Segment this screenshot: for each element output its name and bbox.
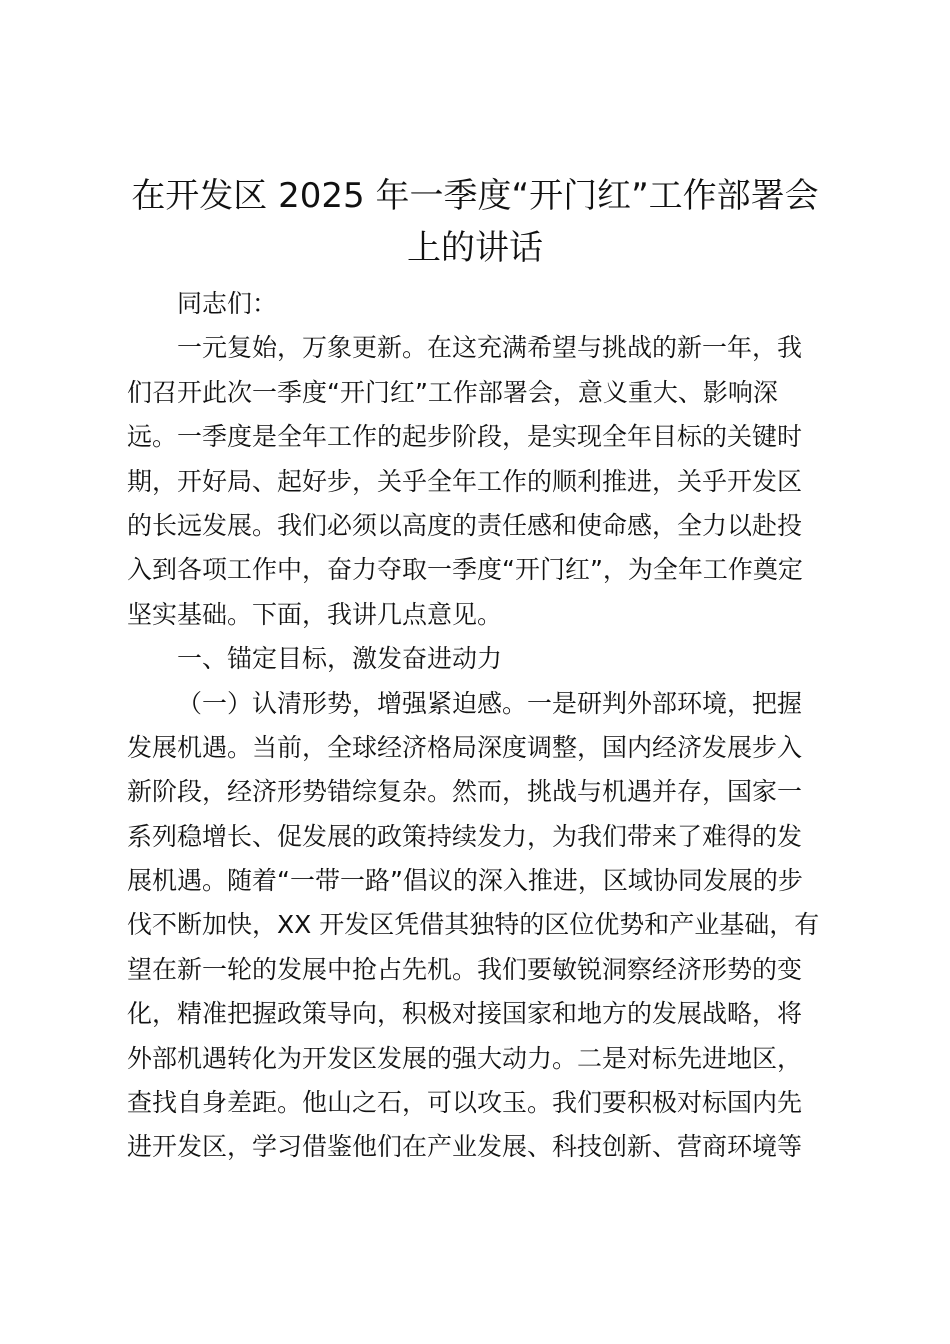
paragraph-line: 新阶段，经济形势错综复杂。然而，挑战与机遇并存，国家一 [127,777,803,807]
paragraph-line: 化，精准把握政策导向，积极对接国家和地方的发展战略，将 [127,999,803,1029]
title-line-2: 上的讲话 [407,228,543,268]
paragraph-line: 远。一季度是全年工作的起步阶段，是实现全年目标的关键时 [127,422,803,452]
paragraph-line: 的长远发展。我们必须以高度的责任感和使命感，全力以赴投 [127,510,803,540]
paragraph-line: 望在新一轮的发展中抢占先机。我们要敏锐洞察经济形势的变 [127,954,803,984]
paragraph-line: 外部机遇转化为开发区发展的强大动力。二是对标先进地区， [127,1043,803,1073]
paragraph-line: 进开发区，学习借鉴他们在产业发展、科技创新、营商环境等 [127,1132,803,1162]
section-heading: 一、锚定目标，激发奋进动力 [177,644,503,674]
document-body [127,282,827,1170]
paragraph-line: 伐不断加快，XX 开发区凭借其独特的区位优势和产业基础，有 [127,910,820,940]
paragraph-line: 期，开好局、起好步，关乎全年工作的顺利推进，关乎开发区 [127,466,803,496]
paragraph-line: （一）认清形势，增强紧迫感。一是研判外部环境，把握 [177,688,803,718]
title-line-1: 在开发区 2025 年一季度“开门红”工作部署会 [131,176,819,216]
paragraph-line: 入到各项工作中，奋力夺取一季度“开门红”，为全年工作奠定 [127,555,803,585]
paragraph-line: 一元复始，万象更新。在这充满希望与挑战的新一年，我 [177,333,803,363]
paragraph-line: 展机遇。随着“一带一路”倡议的深入推进，区域协同发展的步 [127,866,803,896]
paragraph-line: 系列稳增长、促发展的政策持续发力，为我们带来了难得的发 [127,821,803,851]
paragraph-line: 发展机遇。当前，全球经济格局深度调整，国内经济发展步入 [127,732,803,762]
paragraph-line: 查找自身差距。他山之石，可以攻玉。我们要积极对标国内先 [127,1088,803,1118]
paragraph-line: 们召开此次一季度“开门红”工作部署会，意义重大、影响深 [127,377,778,407]
salutation: 同志们： [177,289,278,318]
paragraph-line: 坚实基础。下面，我讲几点意见。 [127,599,503,629]
document-title [110,170,840,274]
